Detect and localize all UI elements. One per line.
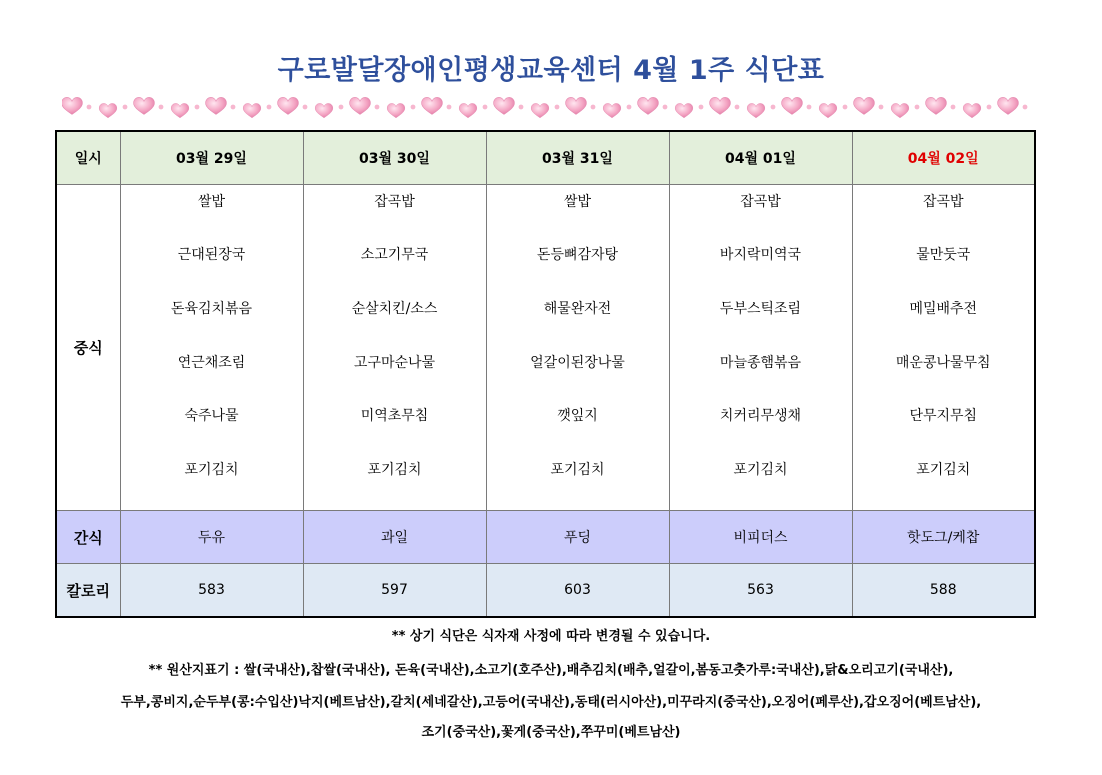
date-cell: 03월 31일 [486, 131, 669, 185]
snack-cell: 비피더스 [669, 511, 852, 564]
dot-icon [303, 105, 308, 110]
dot-icon [807, 105, 812, 110]
heart-border-decoration [62, 94, 1042, 120]
calorie-cell: 603 [486, 564, 669, 618]
heart-icon [62, 97, 82, 114]
lunch-menu-item: 순살치킨/소스 [351, 300, 438, 317]
origin-note-line3: 조기(중국산),꽃게(중국산),쭈꾸미(베트남산) [421, 725, 681, 740]
snack-row [56, 511, 1035, 564]
calorie-row [56, 564, 1035, 618]
lunch-menu-item: 잡곡밥 [922, 193, 964, 210]
menu-change-notice: ** 상기 식단은 식자재 사정에 따라 변경될 수 있습니다. [391, 629, 711, 644]
lunch-day-cell [852, 185, 1035, 511]
lunch-menu-item: 포기김치 [916, 461, 971, 478]
heart-icon [854, 97, 875, 114]
lunch-menu-item: 잡곡밥 [374, 193, 415, 210]
date-cell: 04월 01일 [669, 131, 852, 185]
dot-icon [915, 105, 920, 110]
meal-plan-table [55, 130, 1036, 618]
lunch-menu-item: 돈등뼈감자탕 [536, 247, 619, 264]
dot-icon [951, 105, 956, 110]
date-cell-holiday: 04월 02일 [852, 131, 1035, 185]
date-cell: 03월 30일 [303, 131, 486, 185]
dot-icon [699, 105, 704, 110]
lunch-menu-item: 깻잎지 [557, 408, 598, 425]
snack-cell: 핫도그/케찹 [852, 511, 1035, 564]
heart-icon [638, 97, 659, 114]
origin-note-line1: ** 원산지표기 : 쌀(국내산),찹쌀(국내산), 돈육(국내산),소고기(호주산),배추김치(배추,얼갈이,봄동고춧가루:국내산),닭&오리고기(국내산), [148, 663, 954, 678]
snack-cell: 두유 [120, 511, 303, 564]
lunch-menu-item: 포기김치 [733, 461, 788, 478]
lunch-day-cell [486, 185, 669, 511]
lunch-menu-item: 포기김치 [184, 461, 239, 478]
heart-icon [494, 97, 515, 114]
lunch-menu-item: 치커리무생채 [719, 408, 802, 425]
snack-cell: 과일 [303, 511, 486, 564]
calorie-cell: 563 [669, 564, 852, 618]
heart-icon [531, 103, 549, 117]
dot-icon [519, 105, 524, 110]
dot-icon [267, 105, 272, 110]
lunch-menu-item: 포기김치 [367, 461, 422, 478]
snack-label: 간식 [56, 511, 120, 564]
lunch-menu-item: 쌀밥 [563, 193, 592, 210]
lunch-row [56, 185, 1035, 511]
dot-icon [231, 105, 236, 110]
heart-icon [747, 103, 765, 117]
calorie-label: 칼로리 [56, 564, 120, 618]
lunch-menu-item: 메밀배추전 [909, 300, 978, 317]
dot-icon [843, 105, 848, 110]
heart-icon [171, 103, 189, 117]
heart-icon [278, 97, 299, 114]
lunch-menu-item: 마늘종햄볶음 [719, 354, 802, 371]
lunch-menu-item: 포기김치 [550, 461, 605, 478]
lunch-menu-item: 바지락미역국 [719, 247, 802, 264]
lunch-menu-item: 두부스틱조림 [719, 300, 802, 317]
lunch-menu-item: 얼갈이된장나물 [530, 354, 625, 371]
dot-icon [627, 105, 632, 110]
heart-icon [603, 103, 621, 117]
calorie-cell: 597 [303, 564, 486, 618]
lunch-menu-item: 잡곡밥 [740, 193, 781, 210]
lunch-day-cell [120, 185, 303, 511]
dot-icon [987, 105, 992, 110]
lunch-menu-item: 쌀밥 [197, 193, 226, 210]
heart-icon [134, 97, 155, 114]
lunch-menu-item: 단무지무침 [909, 408, 978, 425]
dot-icon [555, 105, 560, 110]
dot-icon [87, 105, 92, 110]
date-cell: 03월 29일 [120, 131, 303, 185]
dot-icon [375, 105, 380, 110]
heart-icon [710, 97, 731, 114]
heart-icon [422, 97, 443, 114]
lunch-menu-item: 근대된장국 [177, 247, 246, 264]
calorie-cell: 588 [852, 564, 1035, 618]
heart-icon [963, 103, 981, 117]
heart-icon [99, 103, 117, 117]
dot-icon [159, 105, 164, 110]
page-title: 구로발달장애인평생교육센터 4월 1주 식단표 [277, 55, 825, 86]
lunch-menu-item: 고구마순나물 [353, 354, 436, 371]
lunch-menu-item: 연근채조림 [177, 354, 246, 371]
dot-icon [879, 105, 884, 110]
heart-icon [350, 97, 371, 114]
dot-icon [339, 105, 344, 110]
lunch-menu-item: 소고기무국 [360, 247, 429, 264]
heart-icon [243, 103, 261, 117]
lunch-menu-item: 물만둣국 [916, 247, 971, 264]
heart-icon [782, 97, 803, 114]
heart-icon [566, 97, 587, 114]
heart-icon [891, 103, 909, 117]
lunch-menu-item: 숙주나물 [184, 408, 239, 425]
heart-icon [387, 103, 405, 117]
dot-icon [411, 105, 416, 110]
dot-icon [1023, 105, 1028, 110]
lunch-day-cell [303, 185, 486, 511]
heart-icon [206, 97, 227, 114]
lunch-menu-item: 미역초무침 [360, 408, 429, 425]
calorie-cell: 583 [120, 564, 303, 618]
dot-icon [447, 105, 452, 110]
date-header-label: 일시 [56, 131, 120, 185]
dot-icon [663, 105, 668, 110]
heart-icon [998, 97, 1019, 114]
heart-icon [819, 103, 837, 117]
heart-icon [315, 103, 333, 117]
lunch-label: 중식 [56, 185, 120, 511]
dot-icon [195, 105, 200, 110]
dot-icon [771, 105, 776, 110]
snack-cell: 푸딩 [486, 511, 669, 564]
lunch-menu-item: 돈육김치볶음 [170, 300, 253, 317]
lunch-menu-item: 해물완자전 [543, 300, 612, 317]
dot-icon [591, 105, 596, 110]
heart-icon [675, 103, 693, 117]
lunch-menu-item: 매운콩나물무침 [895, 354, 991, 371]
heart-icon [926, 97, 947, 114]
lunch-day-cell [669, 185, 852, 511]
dot-icon [735, 105, 740, 110]
dot-icon [123, 105, 128, 110]
dot-icon [483, 105, 488, 110]
heart-icon [459, 103, 477, 117]
date-header-row [56, 131, 1035, 185]
origin-note-line2: 두부,콩비지,순두부(콩:수입산)낙지(베트남산),갈치(세네갈산),고등어(국내산),동태(러시아산),미꾸라지(중국산),오징어(페루산),갑오징어(베트남산), [120, 695, 982, 710]
